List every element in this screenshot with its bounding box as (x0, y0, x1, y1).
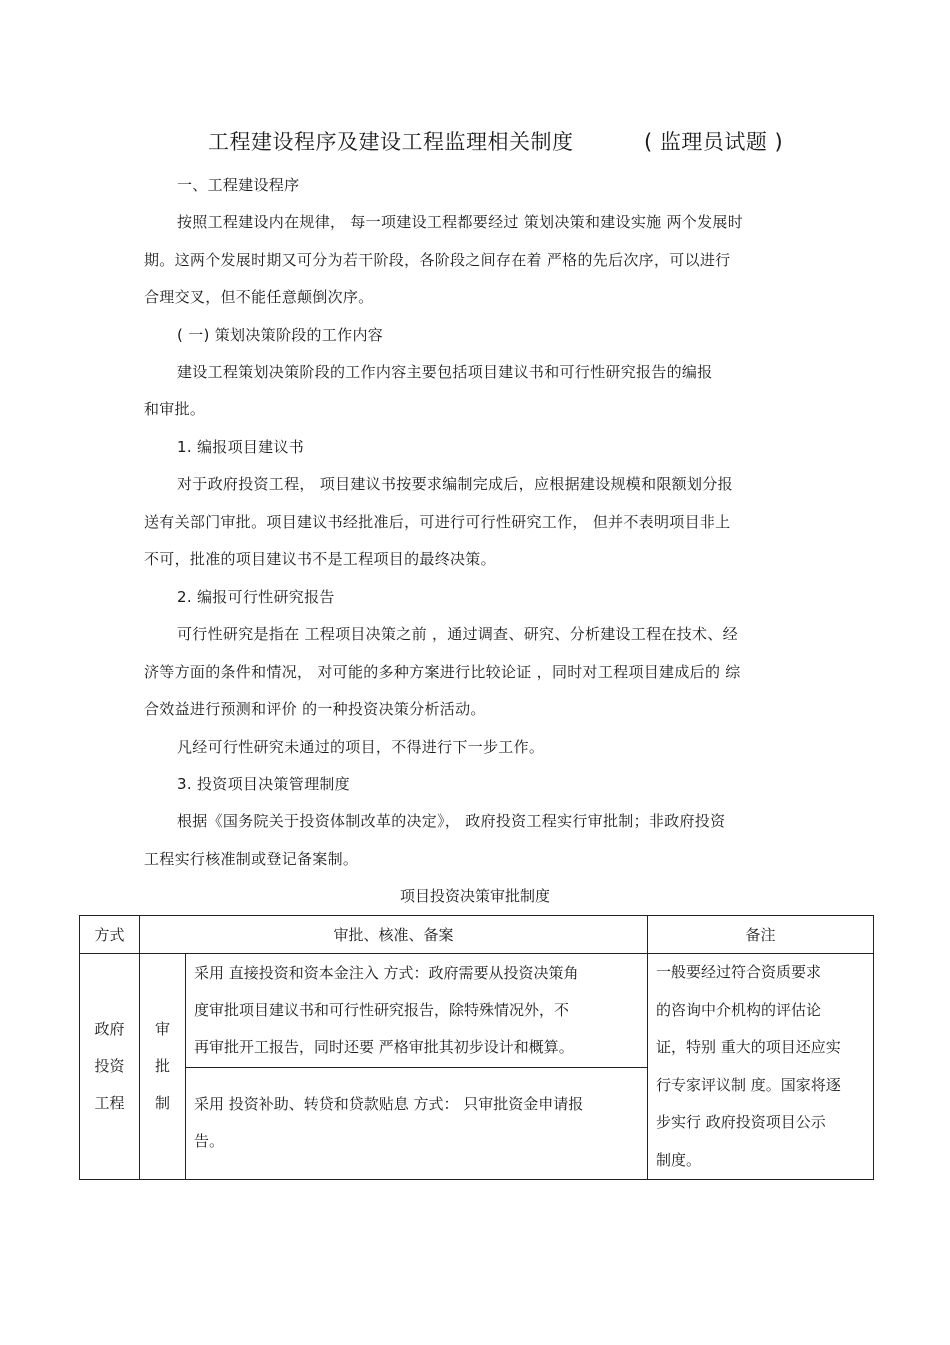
remark-line: 步实行 政府投资项目公示 (656, 1113, 826, 1131)
header-approval: 审批、核准、备案 (140, 916, 648, 954)
paragraph-line: 不可，批准的项目建议书不是工程项目的最终决策。 (144, 550, 496, 568)
paragraph-line: 按照工程建设内在规律， 每一项建设工程都要经过 策划决策和建设实施 两个发展时 (177, 213, 744, 231)
type-text: 审 (154, 1020, 170, 1038)
item-heading: 1. 编报项目建议书 (177, 438, 305, 456)
paragraph-line: 合理交叉，但不能任意颠倒次序。 (144, 288, 374, 306)
type-text: 批 (154, 1057, 170, 1075)
header-remark: 备注 (648, 916, 874, 954)
paragraph-line: 对于政府投资工程， 项目建议书按要求编制完成后，应根据建设规模和限额划分报 (177, 475, 733, 493)
cell-line: 采用 投资补助、转贷和贷款贴息 方式： 只审批资金申请报 (194, 1095, 584, 1114)
title-suffix: ( 监理员试题 ) (644, 130, 784, 154)
document-title (208, 126, 784, 156)
paragraph-line: 送有关部门审批。项目建议书经批准后，可进行可行性研究工作， 但并不表明项目非上 (144, 513, 731, 531)
category-text: 政府 (94, 1020, 125, 1038)
table-caption: 项目投资决策审批制度 (399, 887, 550, 905)
paragraph-line: 建设工程策划决策阶段的工作内容主要包括项目建议书和可行性研究报告的编报 (177, 363, 713, 381)
type-text: 制 (154, 1094, 170, 1112)
section-heading: 一、工程建设程序 (177, 176, 300, 194)
header-mode: 方式 (80, 916, 140, 954)
paragraph-line: 根据《国务院关于投资体制改革的决定》， 政府投资工程实行审批制；非政府投资 (177, 812, 726, 830)
category-text: 工程 (94, 1094, 125, 1112)
direct-investment-cell (186, 954, 648, 1068)
table-header-row (80, 916, 874, 954)
paragraph-line: 合效益进行预测和评价 的一种投资决策分析活动。 (144, 700, 486, 718)
paragraph-line: 期。这两个发展时期又可分为若干阶段，各阶段之间存在着 严格的先后次序，可以进行 (144, 251, 731, 269)
type-cell (140, 954, 186, 1180)
remark-line: 制度。 (656, 1150, 702, 1169)
title-main: 工程建设程序及建设工程监理相关制度 (208, 130, 574, 154)
remark-cell (648, 954, 874, 1180)
category-text: 投资 (94, 1057, 125, 1075)
paragraph-line: 可行性研究是指在 工程项目决策之前 ，通过调查、研究、分析建设工程在技术、经 (177, 625, 738, 643)
cell-line: 采用 直接投资和资本金注入 方式：政府需要从投资决策角 (194, 963, 579, 982)
cell-line: 告。 (194, 1132, 225, 1151)
subsection-heading: ( 一) 策划决策阶段的工作内容 (177, 326, 384, 344)
remark-line: 一般要经过符合资质要求 (656, 963, 822, 981)
paragraph-line: 济等方面的条件和情况， 对可能的多种方案进行比较论证 ，同时对工程项目建成后的 综 (144, 663, 741, 681)
cell-line: 度审批项目建议书和可行性研究报告，除特殊情况外，不 (194, 1000, 570, 1019)
approval-table (79, 915, 874, 1180)
paragraph-line: 工程实行核准制或登记备案制。 (144, 850, 359, 868)
category-cell (80, 954, 140, 1180)
remark-line: 的咨询中介机构的评估论 (656, 1000, 822, 1019)
paragraph-line: 和审批。 (144, 400, 206, 418)
table-row (80, 954, 874, 1068)
item-heading: 3. 投资项目决策管理制度 (177, 775, 350, 793)
paragraph-line: 凡经可行性研究未通过的项目，不得进行下一步工作。 (177, 738, 545, 756)
remark-line: 证，特别 重大的项目还应实 (656, 1038, 841, 1056)
item-heading: 2. 编报可行性研究报告 (177, 588, 335, 606)
cell-line: 再审批开工报告，同时还要 严格审批其初步设计和概算。 (194, 1037, 574, 1056)
subsidy-cell (186, 1067, 648, 1180)
remark-line: 行专家评议制 度。国家将逐 (656, 1075, 841, 1094)
